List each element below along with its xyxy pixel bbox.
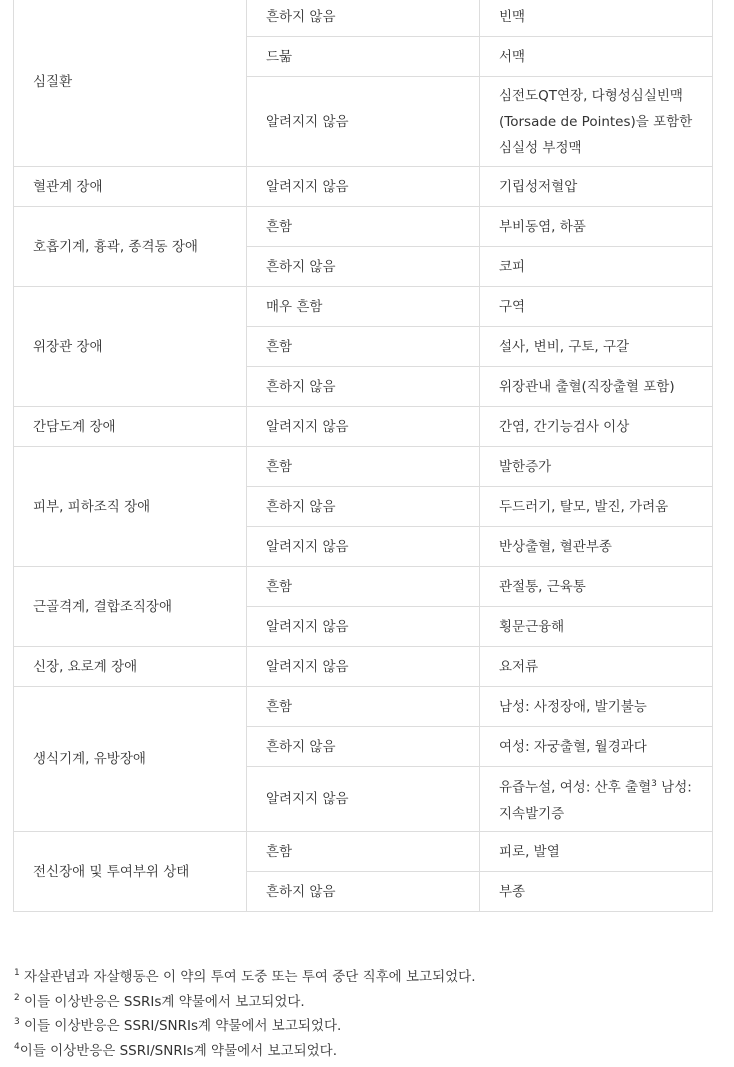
adverse-effect-cell: 두드러기, 탈모, 발진, 가려움 — [480, 487, 713, 527]
footnote — [14, 990, 714, 1015]
frequency-cell: 알려지지 않음 — [247, 607, 480, 647]
frequency-cell: 흔하지 않음 — [247, 872, 480, 912]
footnote-ref: 3 — [651, 779, 657, 790]
organ-class-cell: 간담도계 장애 — [14, 407, 247, 447]
table-row — [14, 567, 713, 607]
table-row — [14, 207, 713, 247]
adverse-effect-cell: 위장관내 출혈(직장출혈 포함) — [480, 367, 713, 407]
footnote-marker: 2 — [14, 992, 20, 1003]
organ-class-cell: 생식기계, 유방장애 — [14, 687, 247, 832]
organ-class-cell: 근골격계, 결합조직장애 — [14, 567, 247, 647]
footnote-marker: 1 — [14, 968, 20, 978]
table-row — [14, 407, 713, 447]
frequency-cell: 흔함 — [247, 447, 480, 487]
adverse-effect-cell: 부종 — [480, 872, 713, 912]
effect-text: 유즙누설, 여성: 산후 출혈 — [499, 779, 652, 796]
adverse-effect-cell: 반상출혈, 혈관부종 — [480, 527, 713, 567]
adverse-effect-cell: 빈맥 — [480, 0, 713, 37]
adverse-effect-cell: 기립성저혈압 — [480, 167, 713, 207]
adverse-effect-cell: 관절통, 근육통 — [480, 567, 713, 607]
frequency-cell: 알려지지 않음 — [247, 77, 480, 167]
adverse-effect-cell: 횡문근융해 — [480, 607, 713, 647]
adverse-effect-cell: 부비동염, 하품 — [480, 207, 713, 247]
adverse-effect-cell: 코피 — [480, 247, 713, 287]
frequency-cell: 흔함 — [247, 832, 480, 872]
footnote-marker: 4 — [14, 1041, 20, 1052]
frequency-cell: 알려지지 않음 — [247, 767, 480, 832]
footnote — [14, 965, 714, 990]
footnotes — [14, 965, 714, 1063]
frequency-cell: 드묾 — [247, 37, 480, 77]
footnote-text: 이들 이상반응은 SSRIs계 약물에서 보고되었다. — [19, 993, 305, 1010]
frequency-cell: 흔함 — [247, 567, 480, 607]
frequency-cell: 알려지지 않음 — [247, 647, 480, 687]
organ-class-cell: 혈관계 장애 — [14, 167, 247, 207]
effect-text: 남성: 지속발기증 — [499, 779, 692, 822]
adverse-effect-cell: 발한증가 — [480, 447, 713, 487]
footnote — [14, 1014, 714, 1039]
frequency-cell: 알려지지 않음 — [247, 407, 480, 447]
frequency-cell: 흔하지 않음 — [247, 247, 480, 287]
organ-class-cell: 피부, 피하조직 장애 — [14, 447, 247, 567]
frequency-cell: 흔함 — [247, 207, 480, 247]
footnote-text: 이들 이상반응은 SSRI/SNRIs계 약물에서 보고되었다. — [19, 1018, 342, 1034]
table-row — [14, 447, 713, 487]
organ-class-cell: 전신장애 및 투여부위 상태 — [14, 832, 247, 912]
table-row — [14, 687, 713, 727]
frequency-cell: 흔함 — [247, 687, 480, 727]
frequency-cell: 흔하지 않음 — [247, 367, 480, 407]
frequency-cell: 흔함 — [247, 327, 480, 367]
footnote — [14, 1039, 714, 1064]
frequency-cell: 알려지지 않음 — [247, 167, 480, 207]
footnote-marker: 3 — [14, 1017, 20, 1027]
frequency-cell: 알려지지 않음 — [247, 527, 480, 567]
organ-class-cell: 위장관 장애 — [14, 287, 247, 407]
adverse-reactions-table — [13, 0, 713, 912]
frequency-cell: 흔하지 않음 — [247, 0, 480, 37]
organ-class-cell: 호흡기계, 흉곽, 종격동 장애 — [14, 207, 247, 287]
adverse-effect-cell: 서맥 — [480, 37, 713, 77]
adverse-effect-cell: 간염, 간기능검사 이상 — [480, 407, 713, 447]
adverse-effect-cell — [480, 767, 713, 832]
organ-class-cell: 심질환 — [14, 0, 247, 167]
adverse-effect-cell: 남성: 사정장애, 발기불능 — [480, 687, 713, 727]
table-row — [14, 647, 713, 687]
frequency-cell: 매우 흔함 — [247, 287, 480, 327]
table-row — [14, 832, 713, 872]
adverse-effect-cell: 요저류 — [480, 647, 713, 687]
adverse-effect-cell: 설사, 변비, 구토, 구갈 — [480, 327, 713, 367]
frequency-cell: 흔하지 않음 — [247, 487, 480, 527]
table-row — [14, 287, 713, 327]
table-row — [14, 167, 713, 207]
table-body — [14, 0, 713, 912]
table-row — [14, 0, 713, 37]
adverse-effect-cell: 피로, 발열 — [480, 832, 713, 872]
footnote-text: 자살관념과 자살행동은 이 약의 투여 도중 또는 투여 중단 직후에 보고되었다. — [19, 969, 476, 985]
adverse-effect-cell: 심전도QT연장, 다형성심실빈맥(Torsade de Pointes)을 포함한 심실성 부정맥 — [480, 77, 713, 167]
adverse-effect-cell: 구역 — [480, 287, 713, 327]
frequency-cell: 흔하지 않음 — [247, 727, 480, 767]
organ-class-cell: 신장, 요로계 장애 — [14, 647, 247, 687]
footnote-text: 이들 이상반응은 SSRI/SNRIs계 약물에서 보고되었다. — [19, 1042, 337, 1059]
adverse-effect-cell: 여성: 자궁출혈, 월경과다 — [480, 727, 713, 767]
